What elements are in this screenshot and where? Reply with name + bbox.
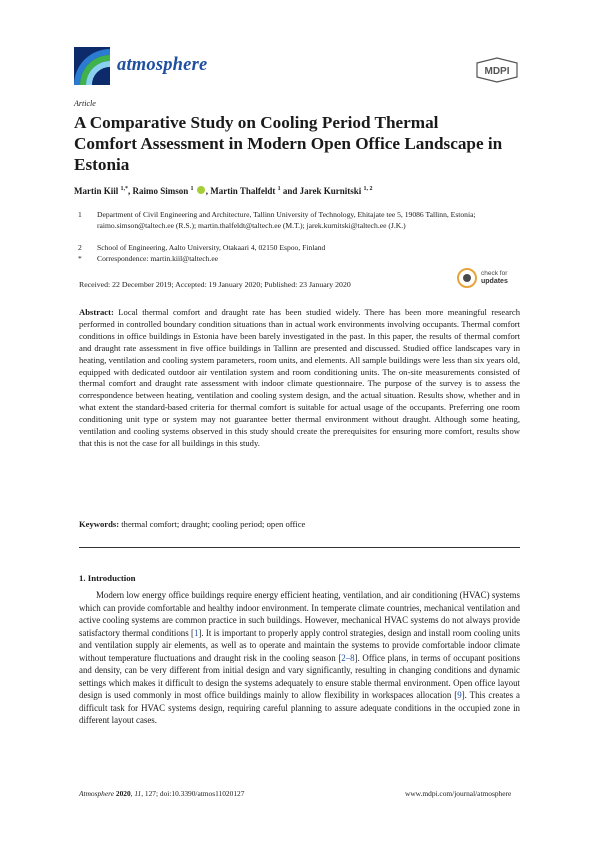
author-affiliation-marker: 1 — [277, 186, 281, 192]
author-affiliation-marker: 1, 2 — [363, 186, 373, 192]
author-name[interactable]: Jarek Kurnitski — [299, 186, 362, 196]
intro-text: ]. Office plans, in terms of occupant positions and density, can be very different from initial design and vary significantly, resulting in changing conditions and dynamic settings which makes it difficult to design the systems adequately to ensure stable thermal environment. Open office layout design is used commonly in most office buildings mainly to allow flexibility in workspaces allocation [ — [79, 652, 520, 701]
affiliation-text: School of Engineering, Aalto University, Otakaari 4, 02150 Espoo, Finland — [97, 243, 326, 252]
footer-journal: Atmosphere — [79, 789, 115, 798]
author-name[interactable]: Martin Thalfeldt — [210, 186, 276, 196]
footer-url[interactable]: www.mdpi.com/journal/atmosphere — [405, 789, 512, 798]
journal-name[interactable]: atmosphere — [117, 55, 208, 75]
updates-line-2: updates — [481, 278, 508, 285]
intro-paragraph — [79, 589, 520, 727]
citation-link[interactable]: 1 — [193, 627, 199, 638]
author-affiliation-marker: 1,* — [120, 186, 128, 192]
updates-line-1: check for — [481, 270, 508, 277]
publication-dates: Received: 22 December 2019; Accepted: 19 January 2020; Published: 23 January 2020 — [79, 280, 351, 289]
publisher-logo-text: MDPI — [484, 66, 510, 77]
abstract — [79, 307, 520, 450]
journal-logo-icon — [74, 47, 110, 85]
citation-link[interactable]: 2–8 — [341, 652, 355, 663]
article-title: A Comparative Study on Cooling Period Thermal Comfort Assessment in Modern Open Office Landscape in Estonia — [74, 113, 503, 174]
affiliation-text: Correspondence: martin.kiil@taltech.ee — [97, 254, 219, 263]
section-divider — [79, 547, 520, 548]
author-list — [74, 186, 372, 196]
intro-text: Modern low energy office buildings require energy efficient heating, ventilation, and air conditioning (HVAC) systems which can provide comfortable and healthy indoor environment. In temperate climate countries, mechanical ventilation and active cooling systems are common practice in such buildings. However, mechanical HVAC systems do not always provide satisfactory thermal conditions [ — [79, 590, 520, 638]
mdpi-logo-icon[interactable] — [474, 57, 520, 83]
article-type: Article — [74, 99, 96, 108]
keywords-label: Keywords: — [79, 519, 120, 529]
footer-volume: , 11 — [130, 789, 142, 798]
keywords — [79, 519, 520, 529]
footer-doi[interactable]: , 127; doi:10.3390/atmos11020127 — [141, 789, 245, 798]
abstract-label: Abstract: — [79, 307, 114, 317]
author-name[interactable]: Martin Kiil — [74, 186, 119, 196]
citation-link[interactable]: 9 — [457, 690, 462, 701]
intro-text: ]. This creates a difficult task for HVAC systems design, requiring careful planning to assure adequate conditions in the occupied zone in different layout cases. — [79, 690, 520, 726]
keywords-text: thermal comfort; draught; cooling period; open office — [119, 519, 306, 529]
orcid-icon[interactable] — [197, 186, 205, 194]
check-for-updates-badge[interactable] — [457, 266, 527, 292]
affiliation-text: Department of Civil Engineering and Architecture, Tallinn University of Technology, Ehitajate tee 5, 19086 Tallinn, Estonia; raimo.simson@taltech.ee (R.S.); martin.thalfeldt@taltech.ee (M.T.); jarek.kurnitski@taltech.ee (J.K.) — [97, 210, 476, 230]
affiliation-marker: 1 — [78, 210, 82, 219]
author-separator: and — [280, 186, 300, 196]
footer-citation — [79, 789, 244, 798]
author-name[interactable]: Raimo Simson — [132, 186, 189, 196]
footer-year: 2020 — [114, 789, 131, 798]
author-separator: , — [205, 186, 211, 196]
abstract-text: Local thermal comfort and draught rate has been studied widely. There has been more meaningful research performed in controlled boundary condition situations than in actual work environments involving occupants. Thermal comfort conditions in office buildings in Estonia have been barely investigated in the past. In this paper, the results of thermal comfort and draught rate assessment in five office buildings in Tallinn are presented and discussed. Studied office landscapes vary in heating, ventilation and cooling system parameters, room units, and elements. All sample buildings were less than six years old, equipped with dedicated outdoor air ventilation system and room conditioning units. The on-site measurements consisted of thermal comfort and draught rate assessment with indoor climate questionnaire. The purpose of the survey is to assess the correspondence between heating, ventilation and cooling system design, and the actual situation. Results show, whether and in what extent the standard-based criteria for thermal comfort is suitable for actual usage of the occupants. Preferring one room conditioning unit type or system may not guarantee better thermal environment without draught. Although some heating, ventilation and cooling systems observed in this study should create the prerequisites for ensuring more comfort, results show that this is not the case for all buildings in this study. — [79, 307, 520, 448]
author-separator: , — [128, 186, 133, 196]
intro-text: ]. It is important to properly apply control strategies, design and install room cooling units and ventilation supply air elements, as well as to operate and maintain the systems to provide comfortable indoor climate without temperature fluctuations and draught risk in the cooling season [ — [79, 627, 520, 663]
affiliation-marker: 2 — [78, 243, 82, 252]
affiliation-marker: * — [78, 254, 82, 263]
updates-icon — [457, 268, 477, 288]
section-heading: 1. Introduction — [79, 573, 136, 583]
author-affiliation-marker: 1 — [190, 186, 194, 192]
